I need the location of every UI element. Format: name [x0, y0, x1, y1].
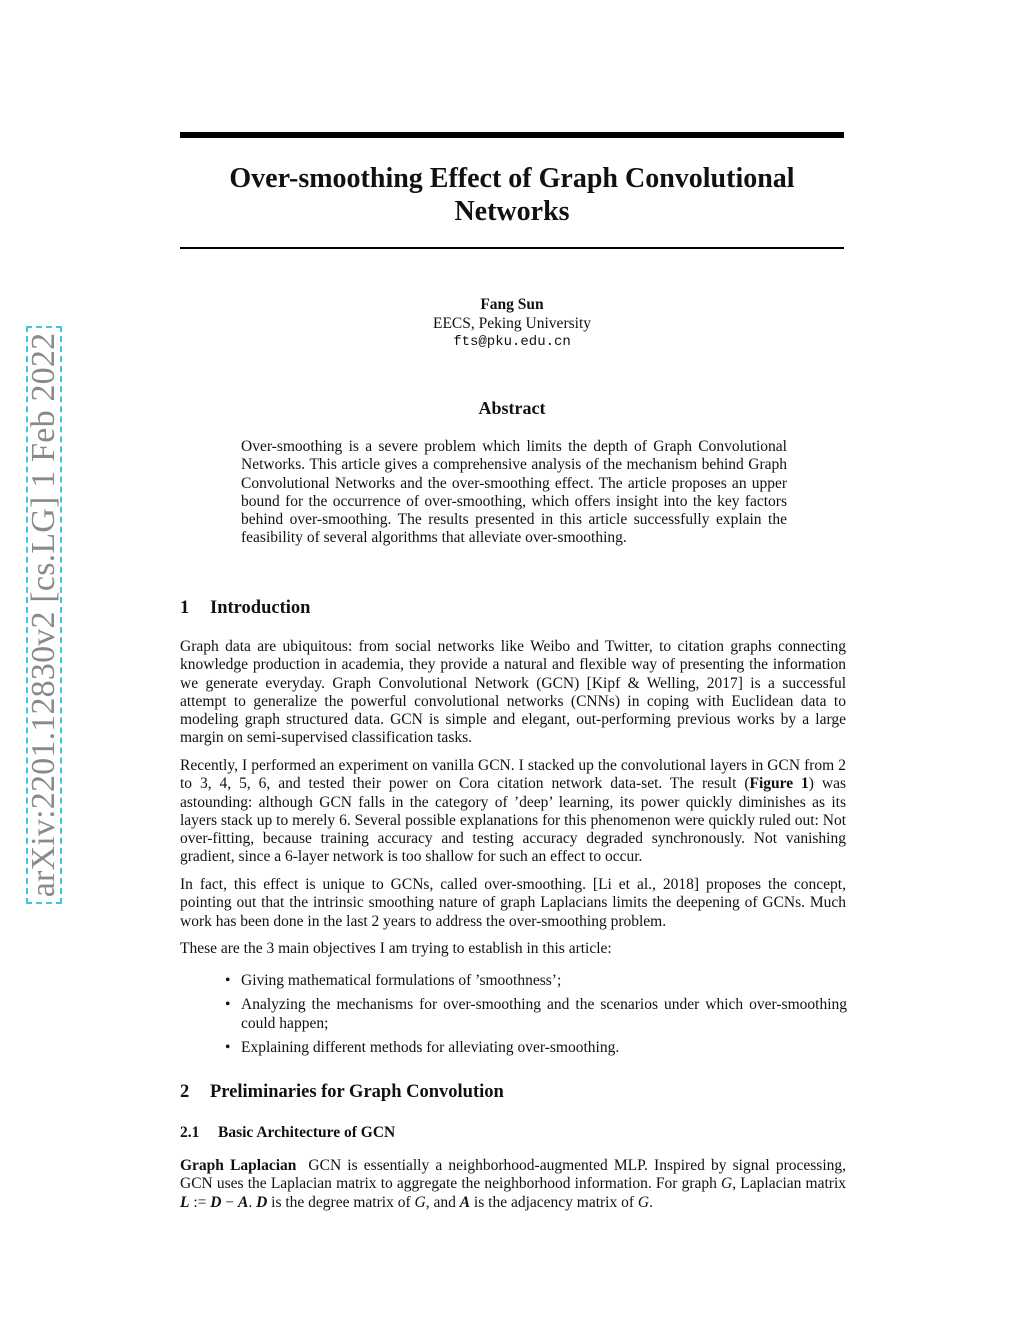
section-heading-introduction	[180, 598, 310, 619]
list-item: • Giving mathematical formulations of ’smoothness’;	[225, 972, 847, 990]
intro-paragraph-2	[180, 757, 846, 867]
text-segment: , Laplacian matrix	[732, 1175, 847, 1193]
intro-paragraph-2-start: Recently, I performed an experiment on vanilla GCN. I stacked up the convolutional layers in GCN from 2 to 3, 4, 5, 6, and tested their power on Cora citation network data-set. The result (	[180, 757, 846, 793]
math-symbol: D	[256, 1193, 268, 1211]
paper-title: Over-smoothing Effect of Graph Convolutional Networks	[229, 163, 795, 227]
text-segment: .	[248, 1193, 257, 1211]
subsection-heading-basic-architecture	[180, 1124, 395, 1142]
run-in-heading: Graph Laplacian	[180, 1157, 297, 1174]
math-symbol: G	[721, 1175, 733, 1193]
text-segment: GCN is essentially a neighborhood-augmented MLP. Inspired by signal processing, GCN uses the Laplacian matrix to aggregate the neighborhood information. For graph	[180, 1157, 846, 1193]
author-affiliation: EECS, Peking University	[432, 315, 591, 332]
math-symbol: G	[414, 1193, 426, 1211]
math-operator: :=	[189, 1193, 211, 1211]
list-item: • Explaining different methods for alleviating over-smoothing.	[225, 1039, 847, 1057]
subsection-title: Basic Architecture of GCN	[218, 1124, 396, 1141]
text-segment: , and	[425, 1193, 460, 1211]
title-rule-top	[180, 132, 844, 138]
graph-laplacian-paragraph	[180, 1157, 846, 1212]
math-symbol: L	[180, 1193, 190, 1211]
intro-paragraph-1: Graph data are ubiquitous: from social networks like Weibo and Twitter, to citation graphs connecting knowledge production in academia, they provide a natural and flexible way of presenting the information we generate everyday. Graph Convolutional Network (GCN) [Kipf & Welling, 2017] is a successful attempt to generalize the powerful convolutional networks (CNNs) in coping with Euclidean data to modeling graph structured data. GCN is simple and elegant, out-performing previous works by a large margin on semi-supervised classification tasks.	[180, 638, 846, 747]
title-rule-bottom	[180, 247, 844, 249]
text-segment: is the degree matrix of	[267, 1193, 415, 1211]
section-number: 1	[180, 598, 190, 618]
section-title: Preliminaries for Graph Convolution	[210, 1082, 504, 1102]
section-title: Introduction	[210, 598, 311, 618]
text-segment: .	[649, 1193, 653, 1211]
math-symbol: A	[237, 1193, 249, 1211]
list-item: • Analyzing the mechanisms for over-smoothing and the scenarios under which over-smoothing could happen;	[225, 996, 847, 1033]
arxiv-stamp: arXiv:2201.12830v2 [cs.LG] 1 Feb 2022	[25, 332, 62, 898]
objectives-list	[225, 972, 847, 1063]
author-block	[180, 295, 844, 352]
intro-paragraph-4: These are the 3 main objectives I am trying to establish in this article:	[180, 940, 612, 957]
math-symbol: G	[637, 1193, 650, 1211]
math-symbol: D	[210, 1193, 222, 1211]
author-email: fts@pku.edu.cn	[453, 334, 571, 350]
section-number: 2	[180, 1082, 190, 1102]
intro-paragraph-3: In fact, this effect is unique to GCNs, called over-smoothing. [Li et al., 2018] proposes the concept, pointing out that the intrinsic smoothing nature of graph Laplacians limits the deepening of GCNs. Much work has been done in the last 2 years to address the over-smoothing problem.	[180, 876, 846, 930]
text-segment: is the adjacency matrix of	[470, 1193, 638, 1211]
section-heading-preliminaries	[180, 1082, 504, 1103]
author-name: Fang Sun	[480, 296, 544, 313]
subsection-number: 2.1	[180, 1124, 200, 1141]
math-operator: −	[221, 1193, 238, 1211]
intro-paragraph-2-end: ) was astounding: although GCN falls in the category of ’deep’ learning, its power quickly diminishes as its layers stack up to merely 6. Several possible explanations for this phenomenon were quickly ruled out: Not over-fitting, because training accuracy and testing accuracy degraded synchronously. Not vanishing gradient, since a 6-layer network is too shallow for such an effect to occur.	[180, 775, 846, 866]
abstract-heading: Abstract	[478, 398, 546, 418]
math-symbol: A	[459, 1193, 471, 1211]
figure-reference: Figure 1	[749, 775, 809, 793]
abstract-text: Over-smoothing is a severe problem which limits the depth of Graph Convolutional Networks. This article gives a comprehensive analysis of the mechanism behind Graph Convolutional Networks and the over-smoothing effect. The article proposes an upper bound for the occurrence of over-smoothing, which offers insight into the key factors behind over-smoothing. The results presented in this article successfully explain the feasibility of several algorithms that alleviate over-smoothing.	[241, 438, 787, 547]
